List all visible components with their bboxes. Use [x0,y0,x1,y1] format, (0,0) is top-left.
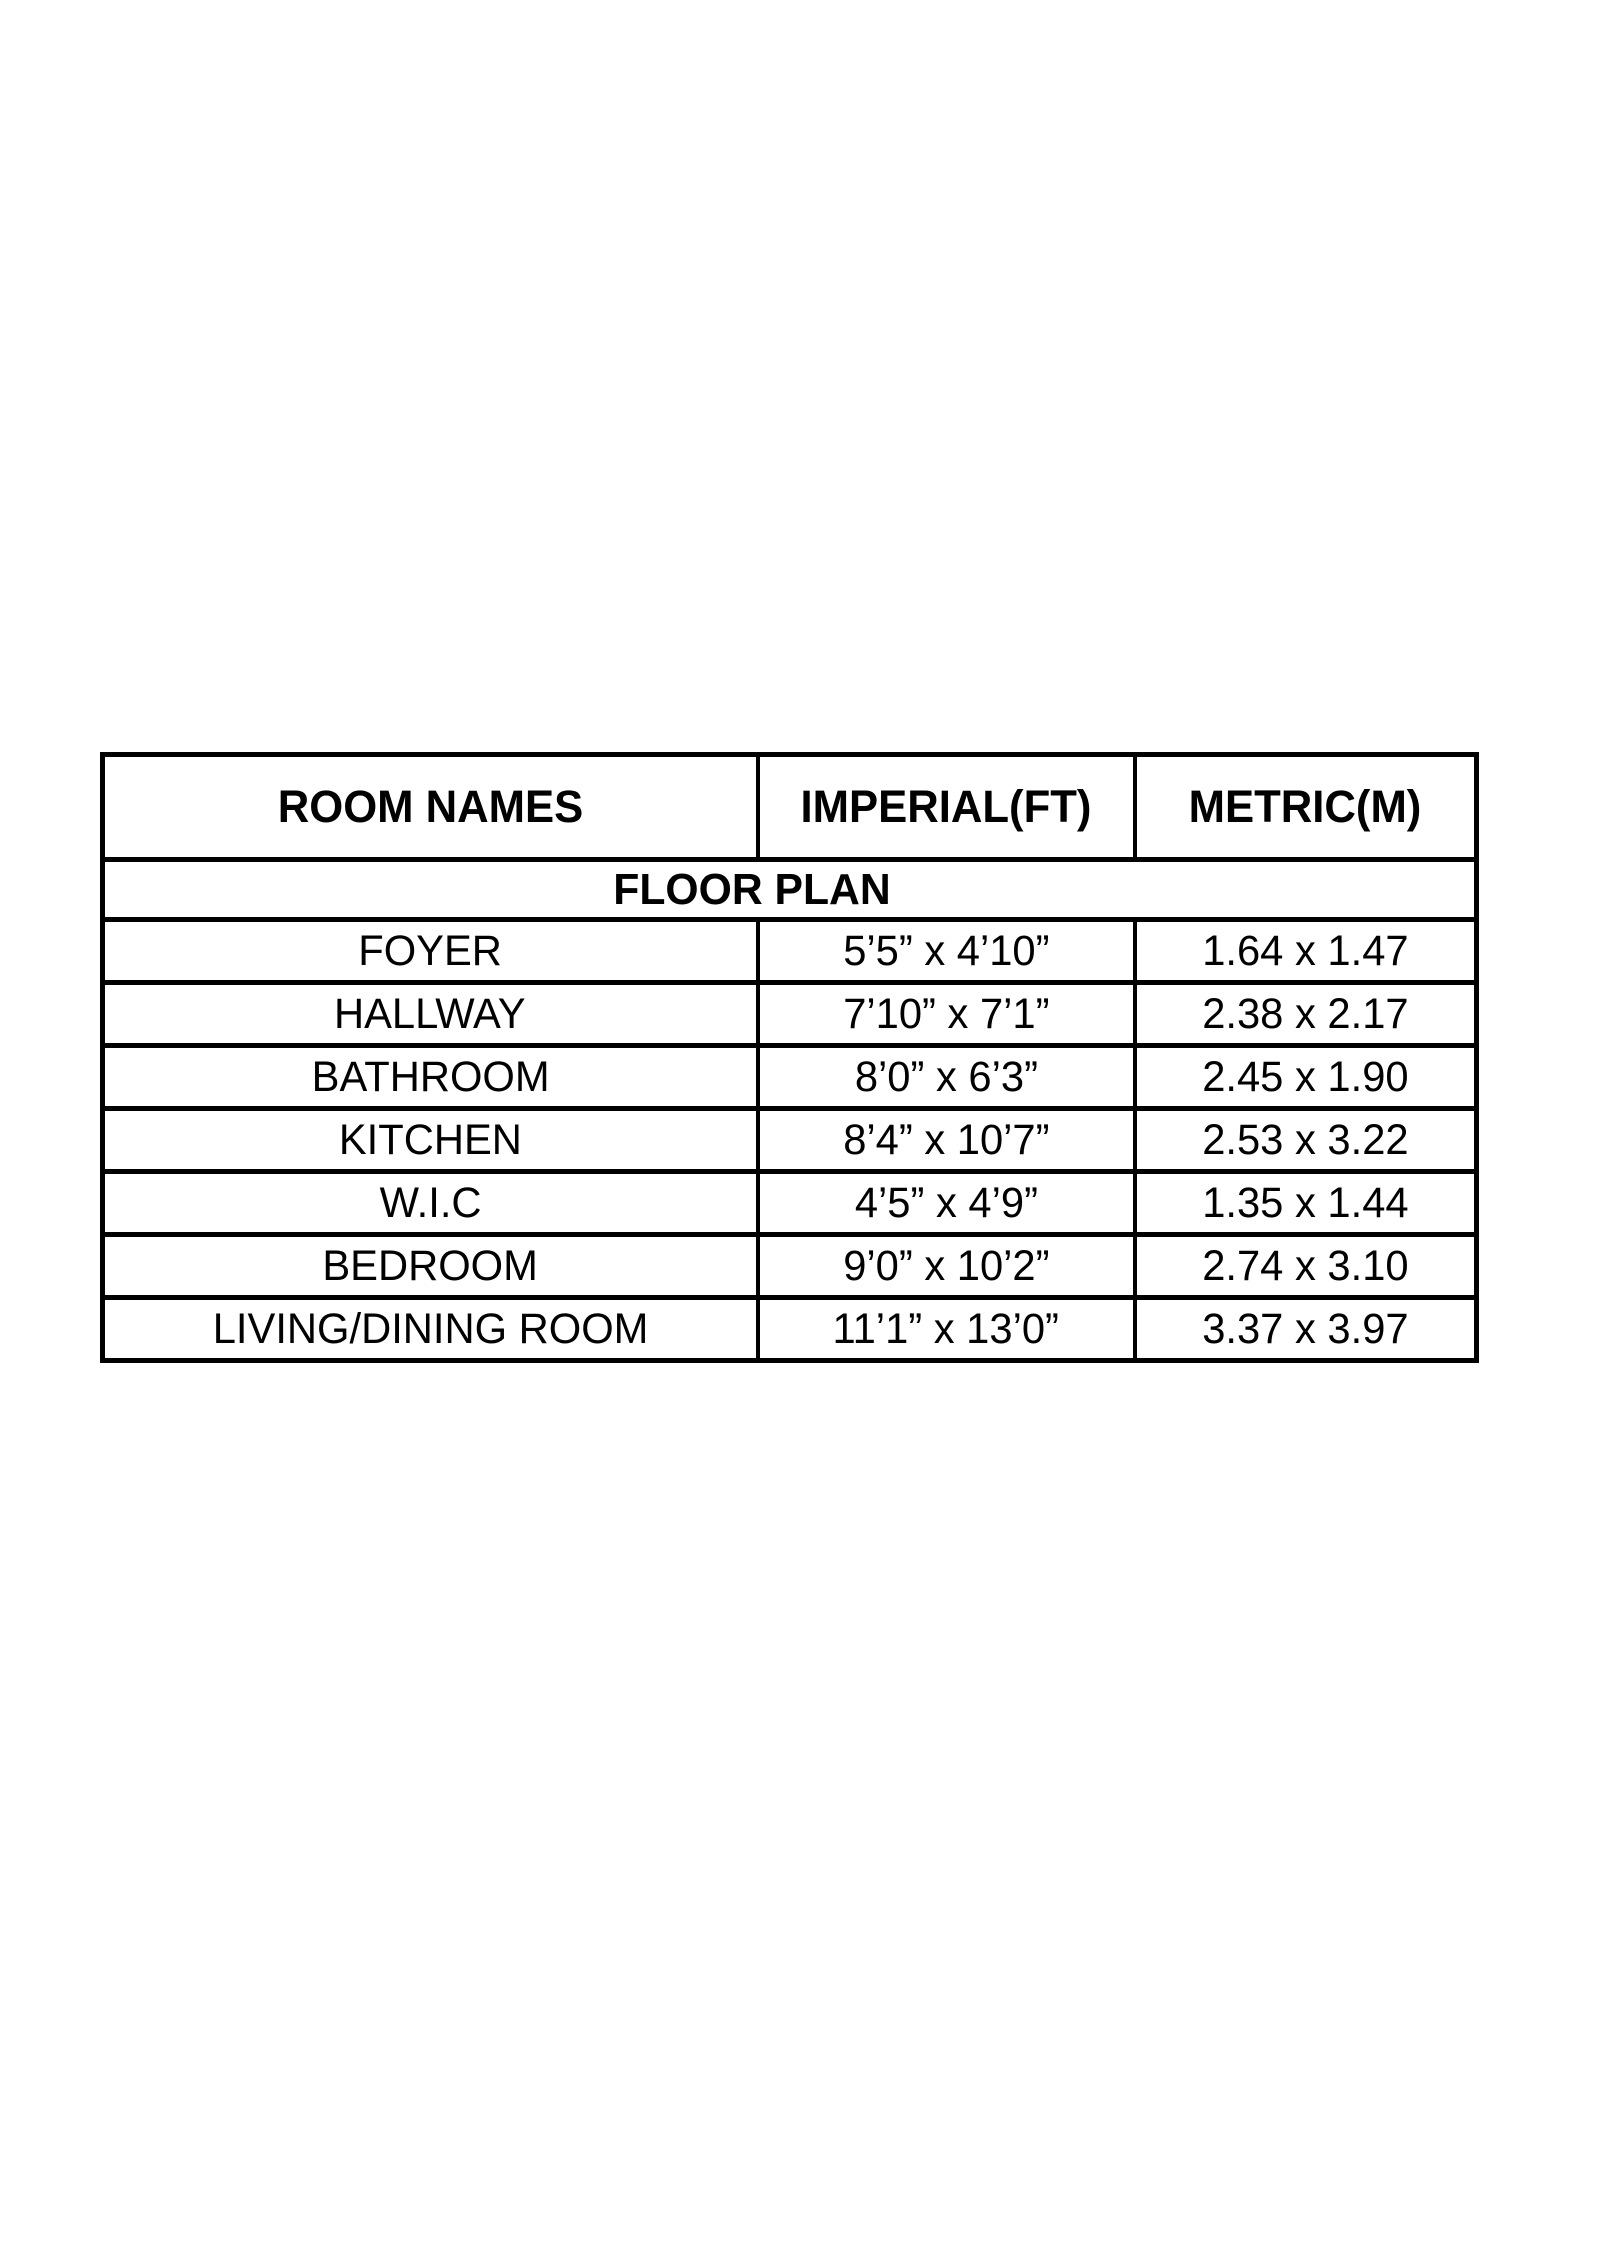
column-header-room-names [103,755,758,860]
metric-value: 3.37 x 3.97 [1202,1304,1409,1353]
metric-value: 2.38 x 2.17 [1202,989,1409,1038]
column-header-metric [1135,755,1477,860]
room-name-cell [103,1298,758,1361]
imperial-cell [758,1172,1135,1235]
room-name: KITCHEN [338,1115,522,1164]
column-header-label: IMPERIAL(FT) [800,781,1092,832]
imperial-cell [758,1109,1135,1172]
room-name: LIVING/DINING ROOM [212,1304,649,1353]
table-header [103,755,1477,860]
room-name: FOYER [358,926,503,975]
table-row [103,1109,1477,1172]
room-name: BATHROOM [311,1052,550,1101]
metric-value: 2.45 x 1.90 [1202,1052,1409,1101]
section-header-row [103,860,1477,920]
imperial-value: 9’0” x 10’2” [842,1241,1050,1290]
imperial-cell [758,1235,1135,1298]
header-row [103,755,1477,860]
room-name: BEDROOM [322,1241,539,1290]
imperial-value: 4’5” x 4’9” [854,1178,1038,1227]
metric-cell [1135,1046,1477,1109]
column-header-imperial [758,755,1135,860]
room-name: W.I.C [379,1178,482,1227]
table-row [103,1235,1477,1298]
section-title-cell [103,860,1477,920]
imperial-value: 8’4” x 10’7” [842,1115,1050,1164]
metric-value: 2.74 x 3.10 [1202,1241,1409,1290]
imperial-cell [758,1298,1135,1361]
room-name-cell [103,1172,758,1235]
imperial-value: 5’5” x 4’10” [842,926,1050,975]
room-dimensions-table [100,752,1479,1363]
metric-cell [1135,1172,1477,1235]
section-title: FLOOR PLAN [612,864,891,914]
imperial-cell [758,1046,1135,1109]
imperial-value: 11’1” x 13’0” [832,1304,1060,1353]
room-name-cell [103,1235,758,1298]
room-name: HALLWAY [334,989,527,1038]
room-name-cell [103,920,758,983]
table-row [103,1172,1477,1235]
table-row [103,983,1477,1046]
metric-value: 1.35 x 1.44 [1202,1178,1409,1227]
metric-cell [1135,1235,1477,1298]
imperial-cell [758,920,1135,983]
room-name-cell [103,983,758,1046]
room-name-cell [103,1046,758,1109]
table-row [103,1046,1477,1109]
metric-cell [1135,1298,1477,1361]
table-row [103,920,1477,983]
metric-cell [1135,920,1477,983]
imperial-value: 7’10” x 7’1” [842,989,1050,1038]
metric-cell [1135,1109,1477,1172]
table-body [103,860,1477,1361]
imperial-value: 8’0” x 6’3” [854,1052,1038,1101]
metric-value: 1.64 x 1.47 [1202,926,1409,975]
column-header-label: ROOM NAMES [277,781,584,832]
metric-cell [1135,983,1477,1046]
imperial-cell [758,983,1135,1046]
column-header-label: METRIC(M) [1188,781,1422,832]
table-row [103,1298,1477,1361]
room-name-cell [103,1109,758,1172]
metric-value: 2.53 x 3.22 [1202,1115,1409,1164]
